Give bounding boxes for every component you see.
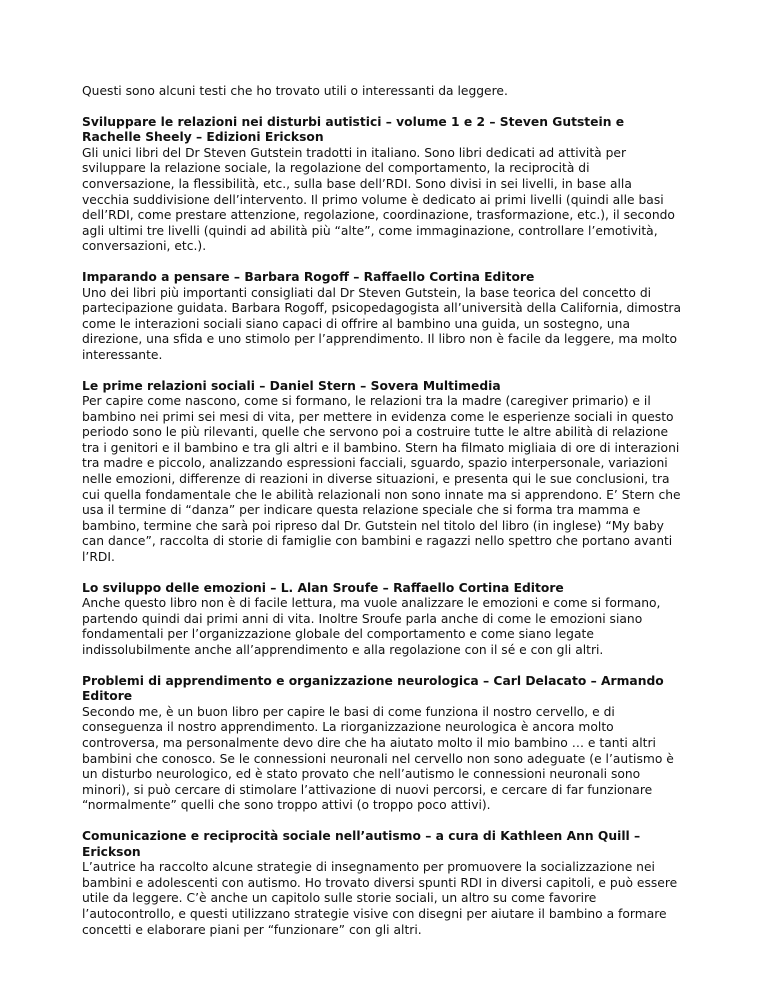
book-entry [82,829,682,938]
book-title: Sviluppare le relazioni nei disturbi autistici – volume 1 e 2 – Steven Gutstein e Rachelle Sheely – Edizioni Erickson [82,114,625,145]
book-description: Gli unici libri del Dr Steven Gutstein tradotti in italiano. Sono libri dedicati ad attività per sviluppare la relazione sociale, la regolazione del comportamento, la reciprocità di conversazione, la flessibilità, etc., sulla base dell’RDI. Sono divisi in sei livelli, in base alla vecchia suddivisione dell’intervento. Il primo volume è dedicato ai primi livelli (quindi alle basi dell’RDI, come prestare attenzione, regolazione, coordinazione, trasformazione, etc.), il secondo agli ultimi tre livelli (quindi ad abilità più “alte”, come immaginazione, controllare l’emotività, conversazioni, etc.). [82,145,675,254]
book-title: Problemi di apprendimento e organizzazione neurologica – Carl Delacato – Armando Editore [82,673,664,704]
intro-text: Questi sono alcuni testi che ho trovato utili o interessanti da leggere. [82,84,508,98]
book-title: Lo sviluppo delle emozioni – L. Alan Sroufe – Raffaello Cortina Editore [82,580,564,595]
book-description: Secondo me, è un buon libro per capire le basi di come funziona il nostro cervello, e di conseguenza il nostro apprendimento. La riorganizzazione neurologica è ancora molto controversa, ma personalmente devo dire che ha aiutato molto il mio bambino … e tanti altri bambini che conosco. Se le connessioni neuronali nel cervello non sono adeguate (e l’autismo è un disturbo neurologico, ed è stato provato che nell’autismo le connessioni neuronali sono minori), si può cercare di stimolare l’attivazione di nuovi percorsi, e cercare di far funzionare “normalmente” quelli che sono troppo attivi (o troppo poco attivi). [82,704,674,813]
book-title: Imparando a pensare – Barbara Rogoff – Raffaello Cortina Editore [82,269,535,284]
book-entry [82,115,682,255]
book-description: Per capire come nascono, come si formano, le relazioni tra la madre (caregiver primario) e il bambino nei primi sei mesi di vita, per mettere in evidenza come le esperienze sociali in questo periodo sono le più rilevanti, quelle che servono poi a costruire tutte le altre abilità di relazione tra i genitori e il bambino e tra gli altri e il bambino. Stern ha filmato migliaia di ore di interazioni tra madre e piccolo, analizzando espressioni facciali, sguardo, spazio interpersonale, variazioni nelle emozioni, differenze di reazioni in diverse situazioni, e presenta qui le sue conclusioni, tra cui quella fondamentale che le abilità relazionali non sono innate ma si apprendono. E’ Stern che usa il termine di “danza” per indicare questa relazione speciale che si forma tra mamma e bambino, termine che sarà poi ripreso dal Dr. Gutstein nel titolo del libro (in inglese) “My baby can dance”, raccolta di storie di famiglie con bambini e ragazzi nello spettro che portano avanti l’RDI. [82,394,681,565]
book-title: Le prime relazioni sociali – Daniel Stern – Sovera Multimedia [82,378,501,393]
book-description: L’autrice ha raccolto alcune strategie di insegnamento per promuovere la socializzazione nei bambini e adolescenti con autismo. Ho trovato diversi spunti RDI in diversi capitoli, e può essere utile da leggere. C’è anche un capitolo sulle storie sociali, un altro su come favorire l’autocontrollo, e questi utilizzano strategie visive con disegni per aiutare il bambino a formare concetti e elaborare piani per “funzionare” con gli altri. [82,860,678,937]
book-entry [82,270,682,364]
book-entry [82,379,682,566]
book-entry [82,674,682,814]
book-description: Uno dei libri più importanti consigliati dal Dr Steven Gutstein, la base teorica del concetto di partecipazione guidata. Barbara Rogoff, psicopedagogista all’università della California, dimostra come le interazioni sociali siano capaci di offrire al bambino una guida, un sostegno, una direzione, una sfida e uno stimolo per l’apprendimento. Il libro non è facile da leggere, ma molto interessante. [82,285,682,362]
document-page [82,84,682,953]
book-entry [82,581,682,659]
book-title: Comunicazione e reciprocità sociale nell’autismo – a cura di Kathleen Ann Quill – Erickson [82,828,641,859]
book-description: Anche questo libro non è di facile lettura, ma vuole analizzare le emozioni e come si formano, partendo quindi dai primi anni di vita. Inoltre Sroufe parla anche di come le emozioni siano fondamentali per l’organizzazione globale del comportamento e come siano legate indissolubilmente anche all’apprendimento e alla regolazione con il sé e con gli altri. [82,596,661,657]
